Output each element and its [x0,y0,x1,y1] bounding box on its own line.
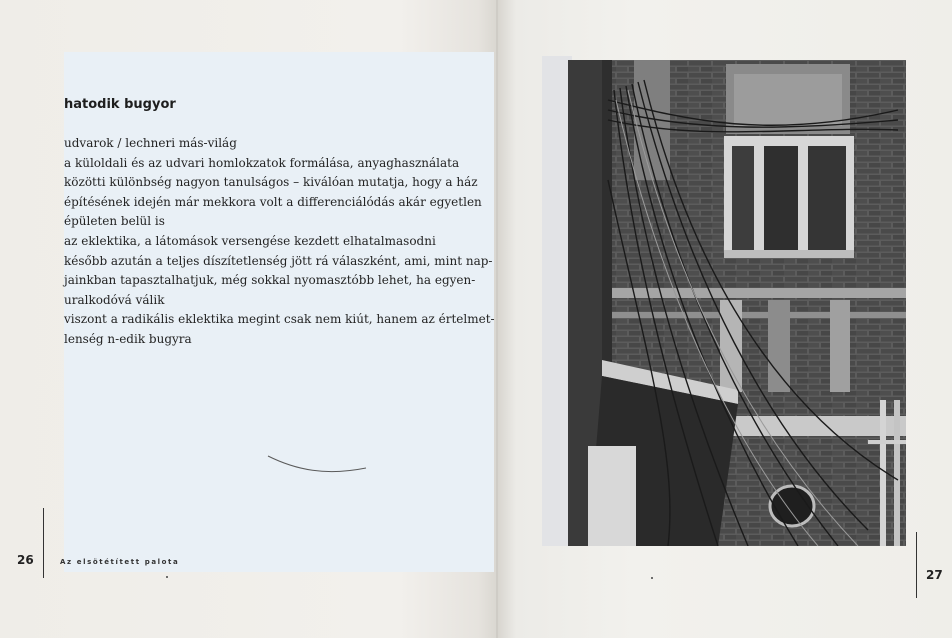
paragraph-line: uralkodóvá válik [64,292,165,307]
pen-mark [266,448,370,478]
paragraph-line: később azután a teljes díszítetlenség jött rá válaszként, ami, mint nap- [64,253,493,268]
section-title: hatodik bugyor [64,97,176,112]
print-speck [651,577,653,579]
running-head: Az elsötétített palota [60,558,180,566]
paragraph-line: az eklektika, a látomások versengése kezdett elhatalmasodni [64,233,436,248]
paragraph-line: a küloldali és az udvari homlokzatok formálása, anyaghasználata [64,155,460,170]
body-paragraph [64,134,495,350]
paragraph-line: lenség n-edik bugyra [64,331,192,346]
right-margin-rule [916,532,917,598]
paragraph-line: viszont a radikális eklektika megint csak nem kiút, hanem az értelmet- [64,312,495,327]
paragraph-line: építésének idején már mekkora volt a differenciálódás akár egyetlen [64,194,482,209]
print-speck [166,576,168,578]
left-margin-rule [43,508,44,578]
courtyard-photo-illustration [568,60,906,546]
courtyard-photo [568,60,906,546]
paragraph-line: jainkban tapasztalhatjuk, még sokkal nyomasztóbb lehet, ha egyen- [64,273,476,288]
paragraph-line: közötti különbség nagyon tanulságos – kiválóan mutatja, hogy a ház [64,175,478,190]
paragraph-line: udvarok / lechneri más-világ [64,136,237,150]
paragraph-line: épületen belül is [64,214,165,229]
page-number-left: 26 [17,553,34,567]
page-number-right: 27 [926,568,943,582]
